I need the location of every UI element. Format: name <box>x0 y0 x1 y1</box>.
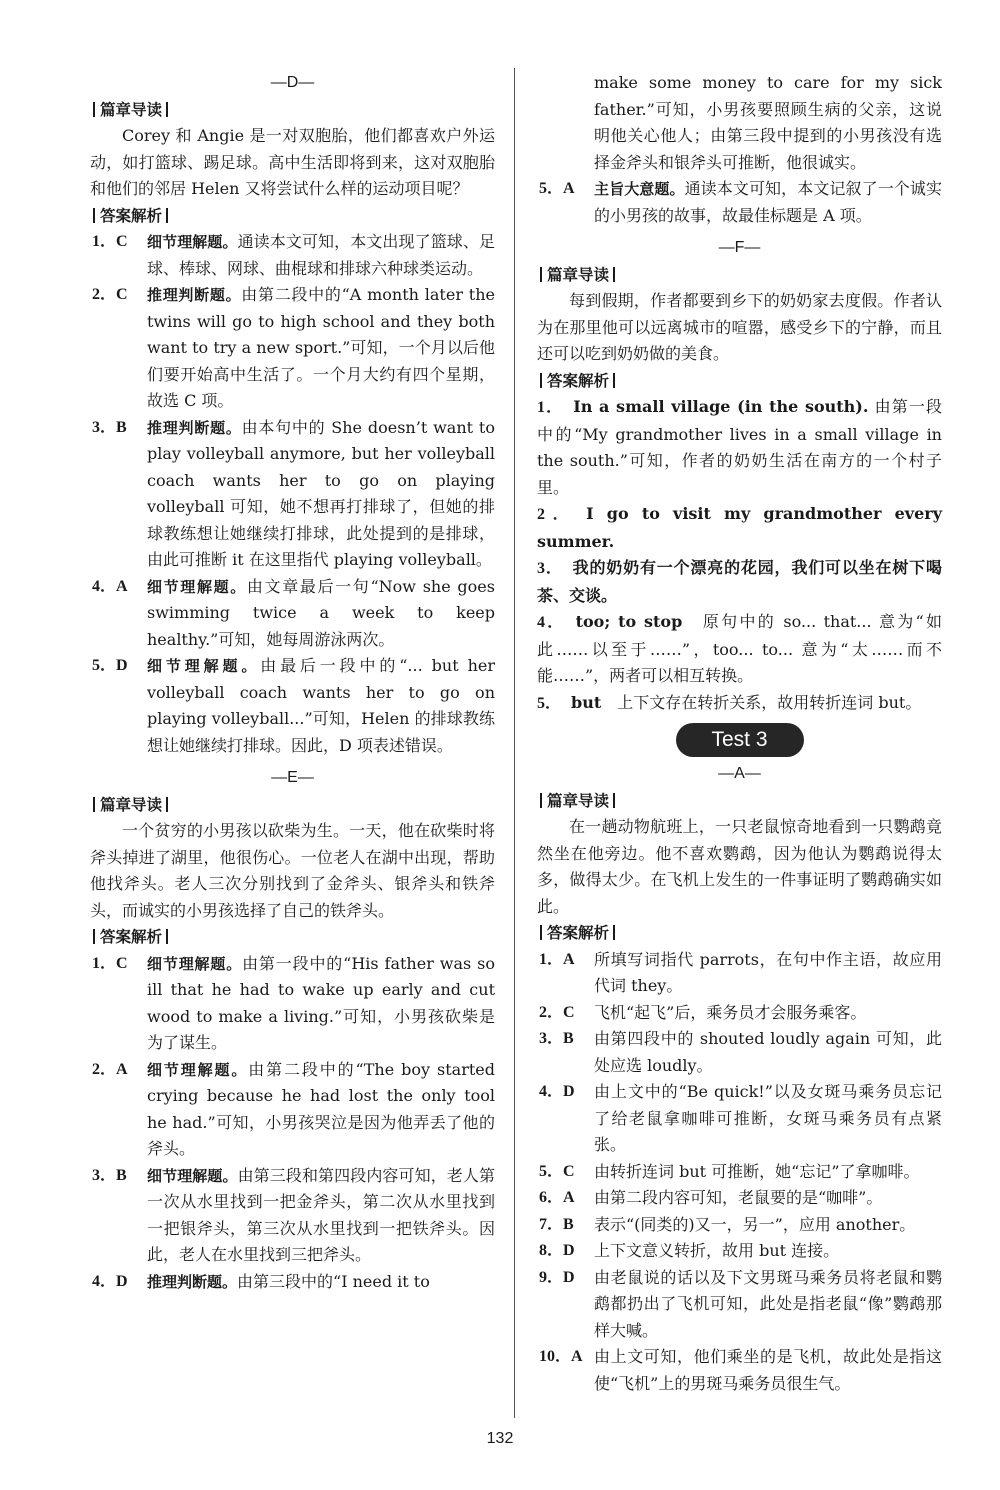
answer-item: 5． but 上下文存在转折关系，故用转折连词 but。 <box>537 692 922 712</box>
answer-item: 7．B 表示“(同类的)又一，另一”，应用 another。 <box>539 1214 916 1234</box>
answer-item-continued: make some money to care for my sick father.”可知，小男孩要照顾生病的父亲，这说明他关心他人；由第三段中提到的小男孩没有选择金斧头和银斧头可推断，他很诚实。 <box>594 73 942 172</box>
guide-text: Corey 和 Angie 是一对双胞胎，他们都喜欢户外运动，如打篮球、踢足球。高中生活即将到来，这对双胞胎和他们的邻居 Helen 又将尝试什么样的运动项目呢？ <box>90 126 495 198</box>
answer-item: 5．A 主旨大意题。通读本文可知，本文记叙了一个诚实的小男孩的故事，故最佳标题是 A 项。 <box>539 179 942 225</box>
answer-item: 3．B 由第四段中的 shouted loudly again 可知，此处应选 loudly。 <box>539 1029 942 1075</box>
answer-item: 1．C 细节理解题。通读本文可知，本文出现了篮球、足球、棒球、网球、曲棍球和排球六种球类运动。 <box>92 232 495 278</box>
answer-item: 5．C 由转折连词 but 可推断，她“忘记”了拿咖啡。 <box>539 1161 920 1181</box>
answer-item: 3．B 细节理解题。由第三段和第四段内容可知，老人第一次从水里找到一把金斧头，第二次从水里找到一把银斧头，第三次从水里找到一把铁斧头。因此，老人在水里找到三把斧头。 <box>92 1165 495 1264</box>
guide-text: 每到假期，作者都要到乡下的奶奶家去度假。作者认为在那里他可以远离城市的喧嚣，感受乡下的宁静，而且还可以吃到奶奶做的美食。 <box>537 291 942 363</box>
answer-item: 9．D 由老鼠说的话以及下文男斑马乘务员将老鼠和鹦鹉都扔出了飞机可知，此处是指老鼠“像”鹦鹉那样大喊。 <box>539 1267 942 1340</box>
answer-item: 2．A 细节理解题。由第二段中的“The boy started crying because he had lost the only tool he had.”可知，小男孩哭泣是因为他弄丢了他的斧头。 <box>92 1059 495 1158</box>
answer-item: 3．B 推理判断题。由本句中的 She doesn’t want to play volleyball anymore, but her volleyball coach wants her to go on playing volleyball 可知，她不想再打排球了，但她的排球教练想让她继续打排球，此处提到的是排球，由此可推断 it 在这里指代 playing volleyball。 <box>92 417 495 569</box>
guide-text: 一个贫穷的小男孩以砍柴为生。一天，他在砍柴时将斧头掉进了湖里，他很伤心。一位老人在湖中出现，帮助他找斧头。老人三次分别找到了金斧头、银斧头和铁斧头，而诚实的小男孩选择了自己的铁斧头。 <box>90 821 495 920</box>
answer-label: 答案解析 <box>537 368 942 395</box>
section-title-a: —A— <box>718 765 761 782</box>
section-title-f: —F— <box>718 239 761 256</box>
answer-item: 3． 我的奶奶有一个漂亮的花园，我们可以坐在树下喝茶、交谈。 <box>537 558 942 605</box>
answer-item: 10．A 由上文可知，他们乘坐的是飞机，故此处是指这使“飞机”上的男斑马乘务员很生气。 <box>539 1347 942 1393</box>
answer-label: 答案解析 <box>537 920 942 947</box>
guide-label: 篇章导读 <box>537 262 942 289</box>
guide-label: 篇章导读 <box>90 97 495 124</box>
answer-item: 4．A 细节理解题。由文章最后一句“Now she goes swimming twice a week to keep healthy.”可知，她每周游泳两次。 <box>92 576 495 649</box>
section-title-d: —D— <box>270 74 315 91</box>
answer-item: 1． In a small village (in the south). 由第一段中的“My grandmother lives in a small village in the south.”可知，作者的奶奶生活在南方的一个村子里。 <box>537 397 942 497</box>
answer-item: 4． too; to stop 原句中的 so... that... 意为“如此……以至于……”，too... to... 意为“太……而不能……”，两者可以相互转换。 <box>537 612 942 685</box>
answer-item: 6．A 由第二段内容可知，老鼠要的是“咖啡”。 <box>539 1188 883 1207</box>
answer-label: 答案解析 <box>90 203 495 230</box>
guide-label: 篇章导读 <box>90 792 495 819</box>
right-column <box>537 70 942 1397</box>
answer-item: 4．D 推理判断题。由第三段中的“I need it to <box>92 1271 430 1291</box>
answer-item: 2．C 飞机“起飞”后，乘务员才会服务乘客。 <box>539 1002 867 1022</box>
answer-item: 2．C 推理判断题。由第二段中的“A month later the twins will go to high school and they both want to try a new sport.”可知，一个月以后他们要开始高中生活了。一个月大约有四个星期，故选 C 项。 <box>92 285 495 410</box>
column-divider <box>514 68 515 1418</box>
answer-item: 4．D 由上文中的“Be quick!”以及女斑马乘务员忘记了给老鼠拿咖啡可推断，女斑马乘务员有点紧张。 <box>539 1082 942 1154</box>
answer-item: 1．C 细节理解题。由第一段中的“His father was so ill that he had to wake up early and cut wood to make a living.”可知，小男孩砍柴是为了谋生。 <box>92 953 495 1052</box>
test-badge: Test 3 <box>676 723 804 757</box>
answer-item: 5．D 细节理解题。由最后一段中的“... but her volleyball coach wants her to go on playing volleyball...”可知，Helen 的排球教练想让她继续打排球。因此，D 项表述错误。 <box>92 656 495 755</box>
answer-item: 2． I go to visit my grandmother every summer. <box>537 504 942 551</box>
section-title-e: —E— <box>271 769 314 786</box>
answer-label: 答案解析 <box>90 924 495 951</box>
answer-item: 1．A 所填写词指代 parrots，在句中作主语，故应用代词 they。 <box>539 949 942 995</box>
guide-text: 在一趟动物航班上，一只老鼠惊奇地看到一只鹦鹉竟然坐在他旁边。他不喜欢鹦鹉，因为他认为鹦鹉说得太多，做得太少。在飞机上发生的一件事证明了鹦鹉确实如此。 <box>537 817 942 916</box>
answer-item: 8．D 上下文意义转折，故用 but 连接。 <box>539 1241 840 1260</box>
left-column <box>90 70 495 1295</box>
guide-label: 篇章导读 <box>537 788 942 815</box>
page-number: 132 <box>486 1430 514 1447</box>
